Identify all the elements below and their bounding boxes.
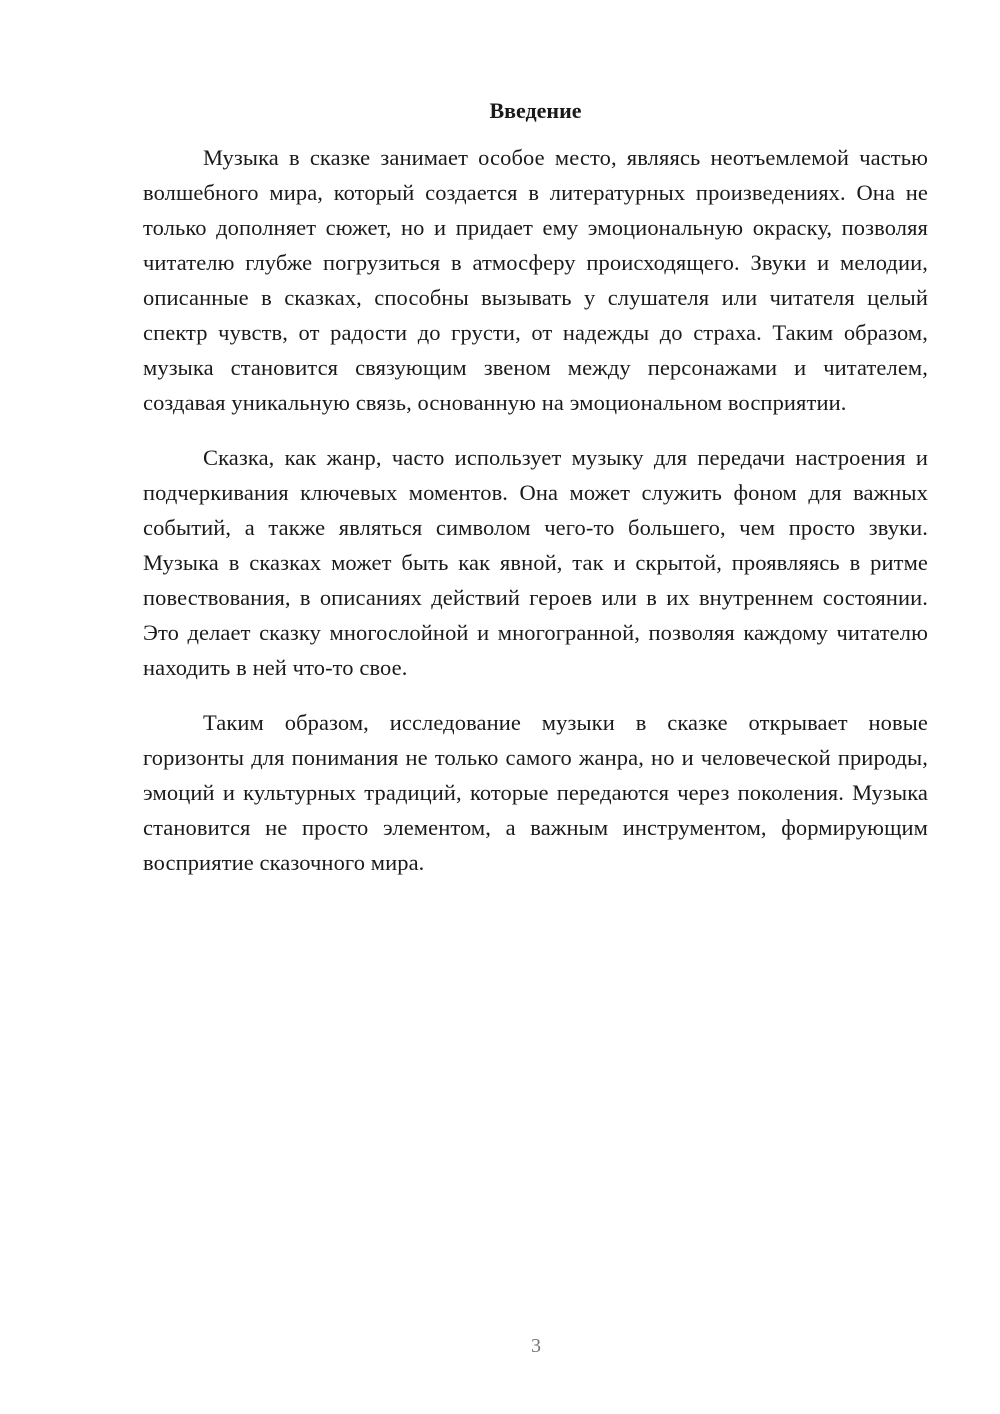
paragraph-3: Таким образом, исследование музыки в сказке открывает новые горизонты для понимания не только самого жанра, но и человеческой природы, эмоций и культурных традиций, которые передаются через поколения. Музыка становится не просто элементом, а важным инструментом, формирующим восприятие сказочного мира. xyxy=(143,710,928,875)
page-content xyxy=(143,96,928,900)
page-number: 3 xyxy=(531,1335,541,1357)
paragraph-1: Музыка в сказке занимает особое место, являясь неотъемлемой частью волшебного мира, который создается в литературных произведениях. Она не только дополняет сюжет, но и придает ему эмоциональную окраску, позволяя читателю глубже погрузиться в атмосферу происходящего. Звуки и мелодии, описанные в сказках, способны вызывать у слушателя или читателя целый спектр чувств, от радости до грусти, от надежды до страха. Таким образом, музыка становится связующим звеном между персонажами и читателем, создавая уникальную связь, основанную на эмоциональном восприятии. xyxy=(143,145,928,415)
section-heading: Введение xyxy=(489,98,582,123)
paragraph-2: Сказка, как жанр, часто использует музыку для передачи настроения и подчеркивания ключевых моментов. Она может служить фоном для важных событий, а также являться символом чего-то большего, чем просто звуки. Музыка в сказках может быть как явной, так и скрытой, проявляясь в ритме повествования, в описаниях действий героев или в их внутреннем состоянии. Это делает сказку многослойной и многогранной, позволяя каждому читателю находить в ней что-то свое. xyxy=(143,445,928,680)
